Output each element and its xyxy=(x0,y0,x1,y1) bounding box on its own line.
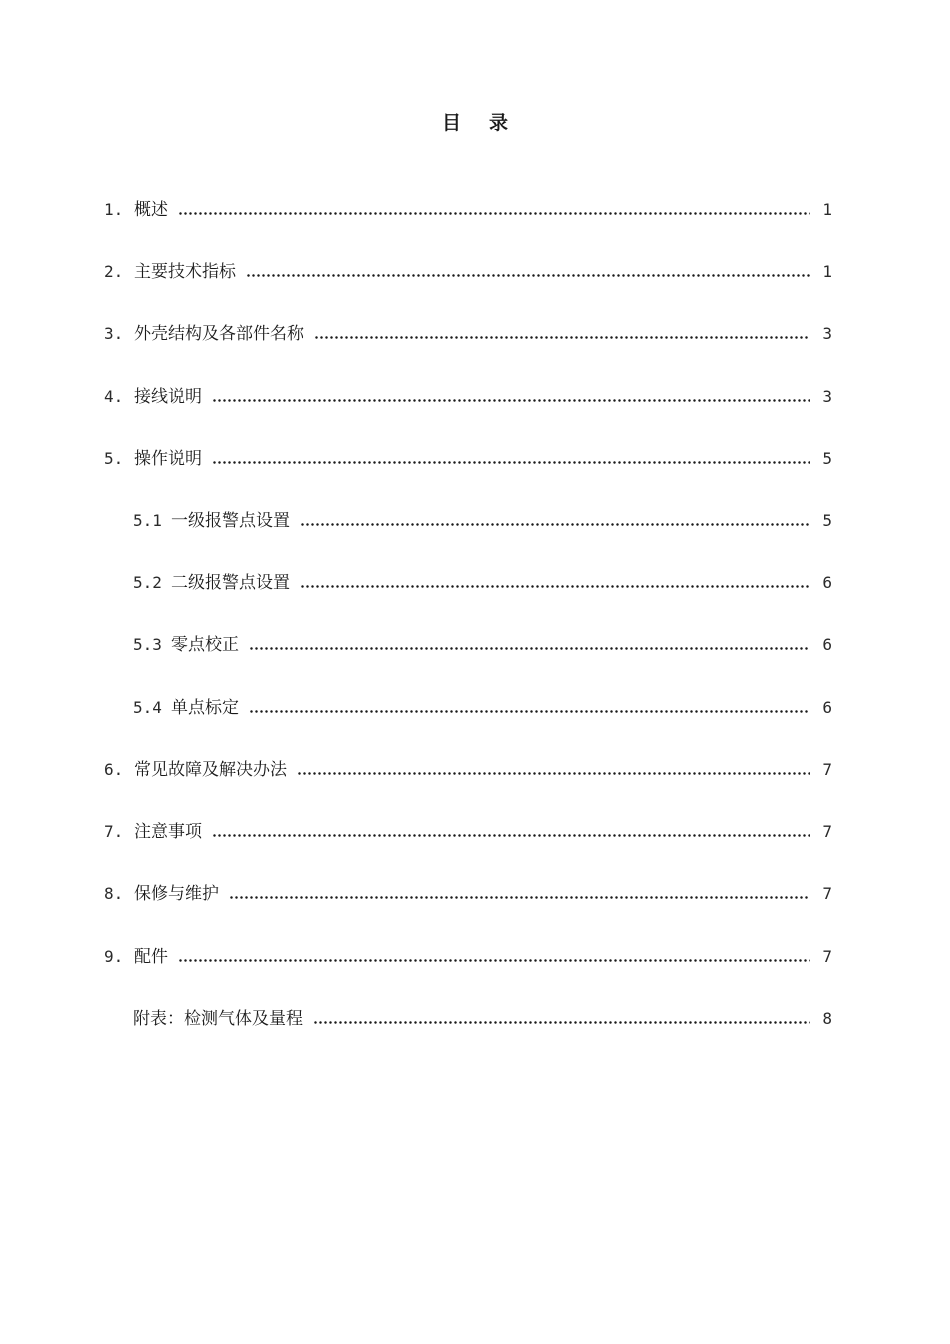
toc-entry[interactable] xyxy=(104,944,832,970)
toc-entry-page: 5 xyxy=(822,449,832,468)
toc-entry[interactable] xyxy=(133,570,832,596)
toc-entry-page: 7 xyxy=(822,884,832,903)
toc-entry-label: 注意事项 xyxy=(134,822,202,842)
toc-dot-leader xyxy=(178,959,810,962)
toc-dot-leader xyxy=(178,212,810,215)
toc-entry-page: 5 xyxy=(822,511,832,530)
toc-entry-label: 一级报警点设置 xyxy=(171,511,290,531)
toc-entry[interactable] xyxy=(104,819,832,845)
toc-entry-number: 9. xyxy=(104,947,124,966)
toc-dot-leader xyxy=(246,274,810,277)
toc-entry[interactable] xyxy=(104,757,832,783)
toc-entry-number: 6. xyxy=(104,760,124,779)
toc-title-part2: 录 xyxy=(489,112,509,134)
toc-dot-leader xyxy=(249,710,810,713)
toc-entry[interactable] xyxy=(104,321,832,347)
toc-entry[interactable] xyxy=(104,197,832,223)
toc-entry-number: 2. xyxy=(104,262,124,281)
toc-entry-number: 3. xyxy=(104,324,124,343)
toc-entry-page: 8 xyxy=(822,1009,832,1028)
toc-entry-page: 3 xyxy=(822,387,832,406)
toc-entry-label: 零点校正 xyxy=(171,635,239,655)
toc-entry-label: 单点标定 xyxy=(171,698,239,718)
toc-entry-page: 6 xyxy=(822,635,832,654)
toc-entry[interactable] xyxy=(104,881,832,907)
toc-entry[interactable] xyxy=(104,384,832,410)
toc-entry-page: 3 xyxy=(822,324,832,343)
toc-entry-label: 操作说明 xyxy=(134,449,202,469)
toc-entry-label: 外壳结构及各部件名称 xyxy=(134,324,304,344)
toc-dot-leader xyxy=(313,1021,810,1024)
toc-title xyxy=(0,108,950,135)
toc-entry-page: 7 xyxy=(822,947,832,966)
toc-dot-leader xyxy=(314,336,810,339)
toc-entry-label: 二级报警点设置 xyxy=(171,573,290,593)
toc-entry[interactable] xyxy=(104,446,832,472)
toc-entry-page: 1 xyxy=(822,262,832,281)
toc-dot-leader xyxy=(249,647,810,650)
toc-entry-label: 主要技术指标 xyxy=(134,262,236,282)
toc-entry-page: 7 xyxy=(822,760,832,779)
toc-entry-label: 接线说明 xyxy=(134,387,202,407)
toc-entry[interactable] xyxy=(133,695,832,721)
toc-dot-leader xyxy=(297,772,810,775)
toc-entry[interactable] xyxy=(133,632,832,658)
toc-entry-page: 7 xyxy=(822,822,832,841)
toc-entry-label: 保修与维护 xyxy=(134,884,219,904)
toc-dot-leader xyxy=(212,834,810,837)
toc-entry-number: 8. xyxy=(104,884,124,903)
toc-entry[interactable] xyxy=(133,1006,832,1032)
toc-entry-number: 5.2 xyxy=(133,573,162,592)
toc-entry-label: 常见故障及解决办法 xyxy=(134,760,287,780)
toc-dot-leader xyxy=(212,461,810,464)
toc-dot-leader xyxy=(212,399,810,402)
toc-entry-number: 5.4 xyxy=(133,698,162,717)
toc-entry[interactable] xyxy=(104,259,832,285)
toc-entry-number: 1. xyxy=(104,200,124,219)
toc-entry-number: 4. xyxy=(104,387,124,406)
toc-title-part1: 目 xyxy=(441,112,461,134)
toc-entry-label: 附表：检测气体及量程 xyxy=(133,1009,303,1029)
toc-entry-number: 5.1 xyxy=(133,511,162,530)
toc-entry-label: 概述 xyxy=(134,200,168,220)
toc-entry-number: 5.3 xyxy=(133,635,162,654)
toc-entry-number: 7. xyxy=(104,822,124,841)
toc-entry-page: 6 xyxy=(822,573,832,592)
toc-entry-number: 5. xyxy=(104,449,124,468)
toc-entry-label: 配件 xyxy=(134,947,168,967)
toc-entry-page: 1 xyxy=(822,200,832,219)
toc-entry[interactable] xyxy=(133,508,832,534)
toc-dot-leader xyxy=(300,523,810,526)
toc-dot-leader xyxy=(229,896,810,899)
toc-dot-leader xyxy=(300,585,810,588)
toc-entry-page: 6 xyxy=(822,698,832,717)
